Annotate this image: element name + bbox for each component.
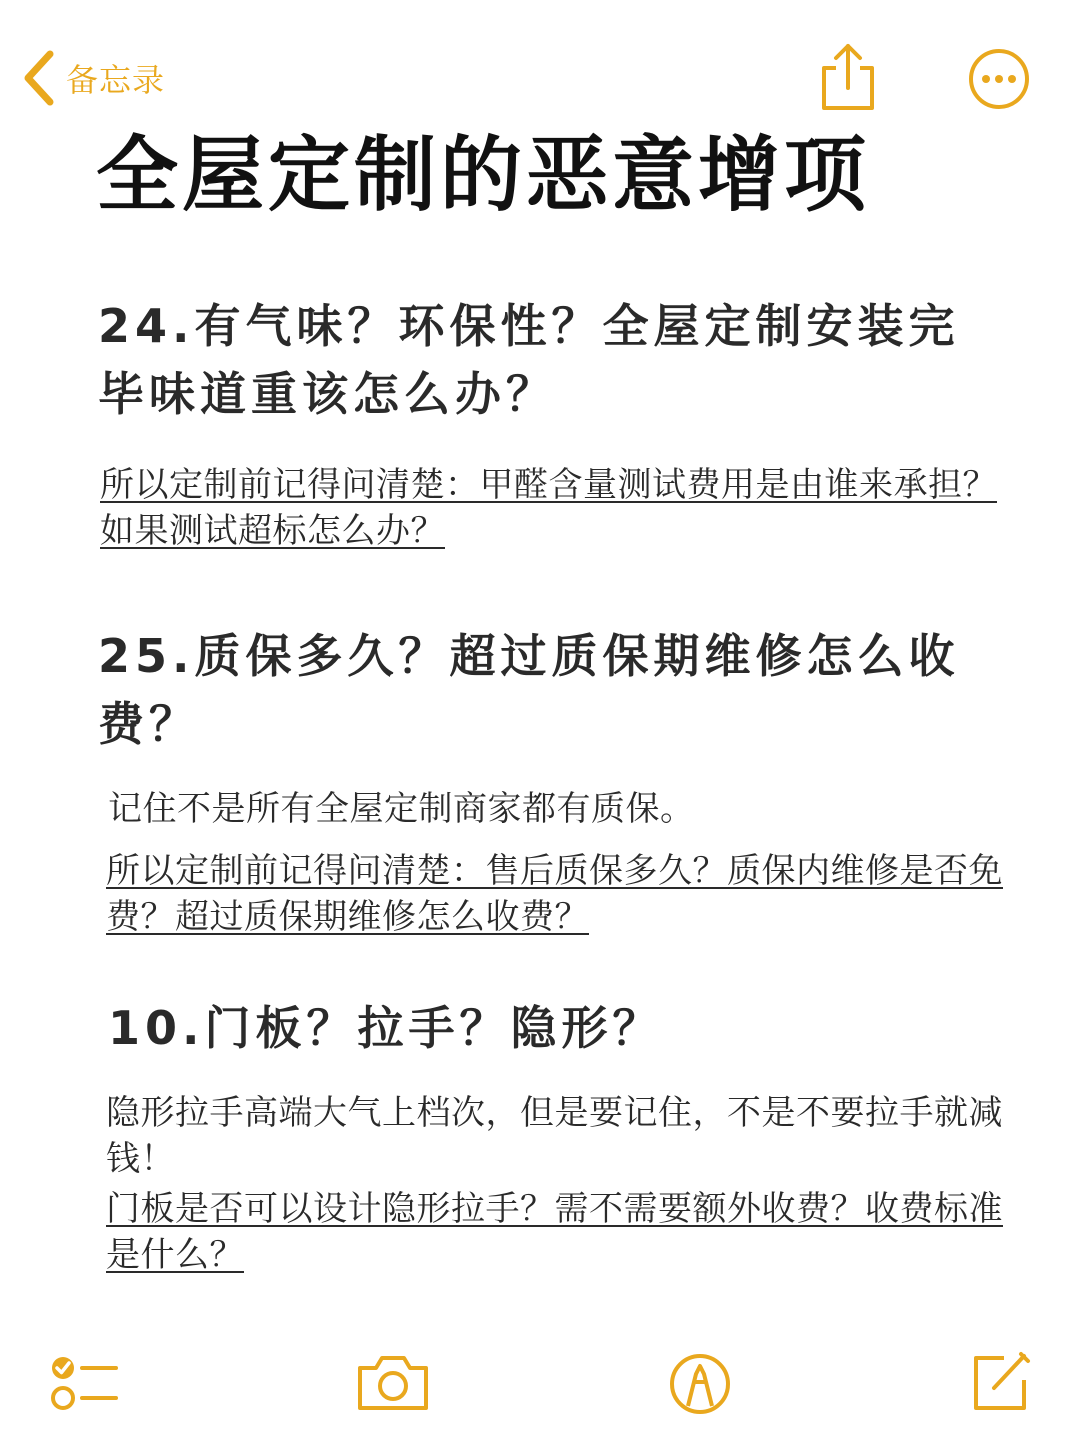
underlined-text: 门板是否可以设计隐形拉手？需不需要额外收费？收费标准是什么？ [106,1189,1003,1275]
section-heading-24: 24.有气味？环保性？全屋定制安装完毕味道重该怎么办？ [98,299,960,421]
compose-button[interactable] [968,1348,1034,1418]
camera-icon [354,1352,432,1414]
section-10-paragraph-2 [106,1186,1016,1278]
section-10-paragraph-1: 隐形拉手高端大气上档次，但是要记住，不是不要拉手就减钱！ [106,1093,1003,1179]
share-icon [816,40,880,114]
section-24-paragraph [100,462,1010,554]
camera-button[interactable] [354,1352,432,1418]
back-label: 备忘录 [66,61,166,99]
more-icon [966,46,1032,112]
underlined-text: 所以定制前记得问清楚：售后质保多久？质保内维修是否免费？超过质保期维修怎么收费？ [106,851,1003,937]
section-25-paragraph-1: 记住不是所有全屋定制商家都有质保。 [108,789,695,829]
underlined-text: 所以定制前记得问清楚：甲醛含量测试费用是由谁来承担？如果测试超标怎么办？ [100,465,997,551]
note-title: 全屋定制的恶意增项 [96,128,871,223]
compose-icon [968,1348,1034,1414]
more-options-button[interactable] [966,46,1032,112]
chevron-left-icon [22,50,56,106]
checklist-icon [46,1352,120,1416]
checklist-button[interactable] [46,1352,120,1420]
section-heading-25: 25.质保多久？超过质保期维修怎么收费？ [98,629,960,751]
bottom-toolbar [0,1330,1080,1440]
section-25-paragraph-2 [106,848,1016,940]
top-navigation-bar [0,0,1080,140]
back-button[interactable] [22,46,165,110]
section-heading-10: 10.门板？拉手？隐形？ [108,1001,664,1055]
share-button[interactable] [816,40,880,114]
markup-pen-icon [668,1352,732,1416]
markup-button[interactable] [668,1352,732,1420]
